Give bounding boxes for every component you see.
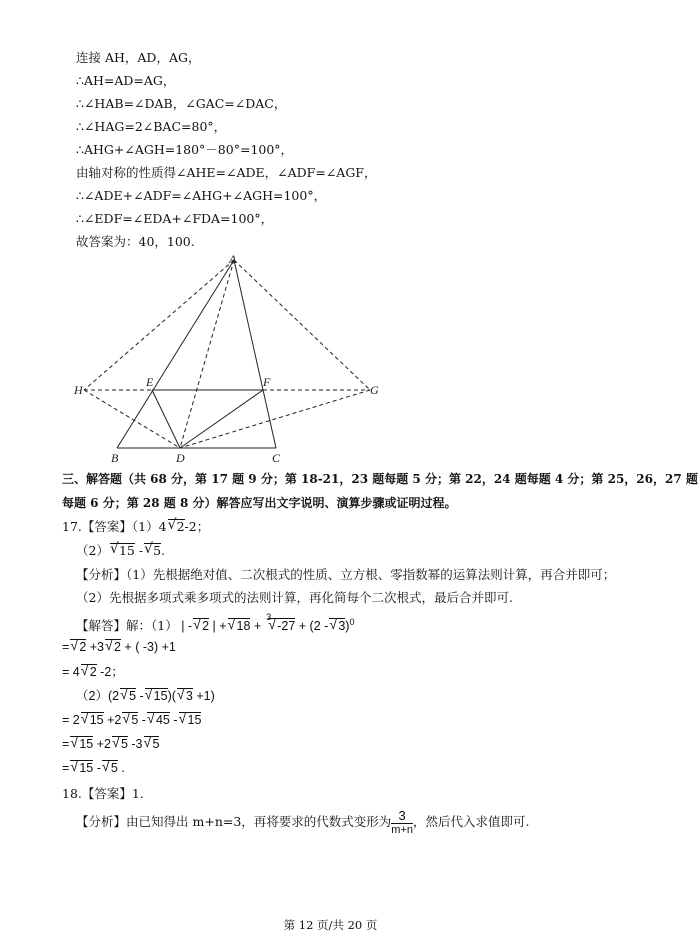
segment-ed [152,390,180,448]
dash-ah [84,260,234,390]
proof-line-8: ∴∠EDF=∠EDA+∠FDA=100°， [76,211,274,226]
fraction: $\frac{3}{m+n}$ [391,807,414,836]
q18-answer-tag: 【答案】 [81,786,132,801]
q17-answer: 17.【答案】（1）4√ 2-2； [62,519,209,535]
q17-part2: （2）(2√ 5 -√ 15)(√ 3 +1) [76,688,215,704]
q17-answer-2: （2）√ 15 -√ 5. [76,543,165,559]
page-footer: 第 12 页/共 20 页 [283,918,378,932]
q17-number: 17. [62,519,82,534]
q17-step-5: =√ 15 -√ 5 . [62,760,125,776]
proof-line-4: ∴∠HAG=2∠BAC=80°， [76,119,227,134]
q18-analysis: 【分析】由已知得出 m+n=3，再将要求的代数式变形为 $\frac{3}{m+n}$ ，然后代入求值即可. [76,807,530,836]
q17-answer-tag: 【答案】 [81,519,132,534]
label-d: D [176,451,185,465]
proof-line-6: 由轴对称的性质得∠AHE=∠ADE，∠ADF=∠AGF， [76,165,377,180]
dash-ag [234,260,370,390]
label-f: F [263,375,271,389]
label-c: C [272,451,281,465]
proof-line-9: 故答案为：40，100. [76,234,195,249]
q18-number: 18. [62,786,82,801]
q18-analysis-tag: 【分析】 [76,814,127,829]
proof-line-2: ∴AH=AD=AG， [76,73,176,88]
q17-step-3: = 2√ 15 +2√ 5 -√ 45 -√ 15 [62,712,201,728]
proof-line-1: 连接 AH，AD，AG， [76,50,201,65]
proof-line-7: ∴∠ADE+∠ADF=∠AHG+∠AGH=100°， [76,188,327,203]
section-header-line2: 每题 6 分；第 28 题 8 分）解答应写出文字说明、演算步骤或证明过程。 [62,496,457,510]
segment-fd [180,390,263,448]
label-e: E [146,375,154,389]
dash-gd [180,390,370,448]
q17-analysis-tag: 【分析】 [76,567,127,582]
section-header-line1: 三、解答题（共 68 分，第 17 题 9 分；第 18-21，23 题每题 5 分；第 22，24 题每题 4 分；第 25，26，27 题 [62,472,698,486]
label-a: A [229,252,237,266]
q17-step-1: =√ 2 +3√ 2 + ( -3) +1 [62,639,176,655]
label-h: H [74,383,83,397]
segment-ac [234,260,276,448]
label-g: G [370,383,379,397]
q17-analysis-2: （2）先根据多项式乘多项式的法则计算，再化简每个二次根式，最后合并即可. [76,590,513,605]
q17-step-4: =√ 15 +2√ 5 -3√ 5 [62,736,159,752]
q17-step-2: = 4√ 2 -2； [62,664,124,680]
q17-solution-1: 【解答】解：（1） | -√ 2 | +√ 18 + 3 √ -27 + (2 -√ 3)$^0$ [76,614,354,634]
segment-ab [117,260,234,448]
label-b: B [111,451,119,465]
proof-line-3: ∴∠HAB=∠DAB，∠GAC=∠DAC， [76,96,287,111]
q17-analysis-1: 【分析】（1）先根据绝对值、二次根式的性质、立方根、零指数幂的运算法则计算，再合并即可； [76,567,616,582]
dash-ad [180,260,234,448]
geometry-figure [74,250,388,468]
q17-solution-tag: 【解答】 [76,618,127,634]
proof-line-5: ∴AHG+∠AGH=180°－80°=100°， [76,142,294,157]
q18-answer: 18.【答案】1. [62,786,144,801]
